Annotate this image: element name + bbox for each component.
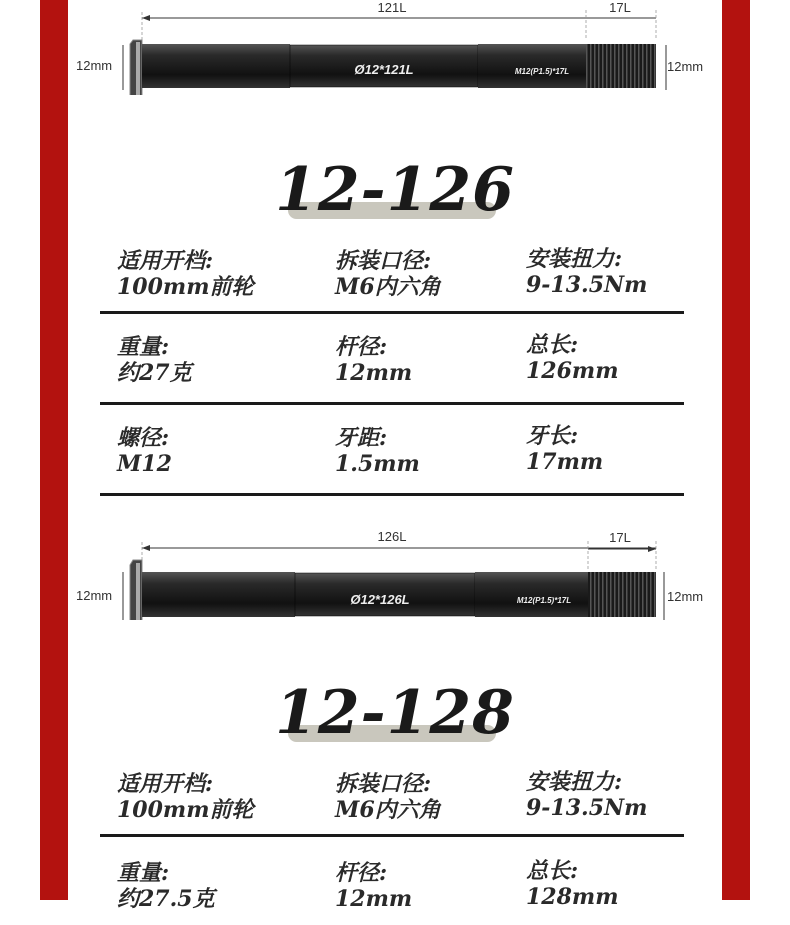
model-title-2: [0, 678, 790, 748]
spec-cell: 适用开档: 100mm前轮: [117, 248, 254, 300]
right-dia-label: 12mm: [667, 59, 704, 74]
spec-cell: 适用开档: 100mm前轮: [117, 771, 254, 823]
left-dia-label: 12mm: [76, 58, 113, 73]
spec-cell: 牙距: 1.5mm: [335, 425, 420, 477]
spec-cell: 重量: 约27.5克: [117, 860, 215, 912]
spec-cell: 螺径: M12: [117, 425, 172, 477]
axle-diagram-1: [70, 0, 720, 95]
spec-row: [100, 746, 684, 837]
left-red-border: [40, 0, 68, 900]
shaft-print: Ø12*121L: [354, 62, 414, 77]
axle-diagram-2: [70, 525, 720, 620]
spec-cell: 杆径: 12mm: [335, 860, 413, 912]
model-title-1: [0, 155, 790, 225]
shaft-print: Ø12*126L: [350, 592, 410, 607]
length-dim-label: 121L: [377, 0, 407, 15]
model-title-text: 12-128: [275, 678, 515, 748]
spec-cell: 总长: 126mm: [526, 332, 619, 384]
spec-row: [100, 223, 684, 314]
thread-dim-label: 17L: [609, 0, 631, 15]
spec-row: [100, 405, 684, 496]
spec-cell: 牙长: 17mm: [526, 423, 604, 475]
thread-print: M12(P1.5)*17L: [516, 596, 572, 605]
right-red-border: [722, 0, 750, 900]
right-dia-label: 12mm: [667, 589, 704, 604]
model-title-text: 12-126: [275, 155, 515, 225]
length-dim-label: 126L: [377, 529, 407, 544]
thread-print: M12(P1.5)*17L: [514, 67, 570, 76]
spec-cell: 拆装口径: M6内六角: [335, 248, 441, 300]
spec-cell: 重量: 约27克: [117, 334, 192, 386]
spec-table-1: [100, 223, 684, 496]
spec-row: [100, 314, 684, 405]
thread-dim-label: 17L: [609, 530, 631, 545]
spec-cell: 总长: 128mm: [526, 858, 619, 910]
spec-cell: 杆径: 12mm: [335, 334, 413, 386]
spec-cell: 安装扭力: 9-13.5Nm: [526, 246, 648, 298]
spec-table-2: [100, 746, 684, 925]
spec-cell: 拆装口径: M6内六角: [335, 771, 441, 823]
spec-cell: 安装扭力: 9-13.5Nm: [526, 769, 648, 821]
left-dia-label: 12mm: [76, 588, 113, 603]
spec-row: [100, 837, 684, 925]
